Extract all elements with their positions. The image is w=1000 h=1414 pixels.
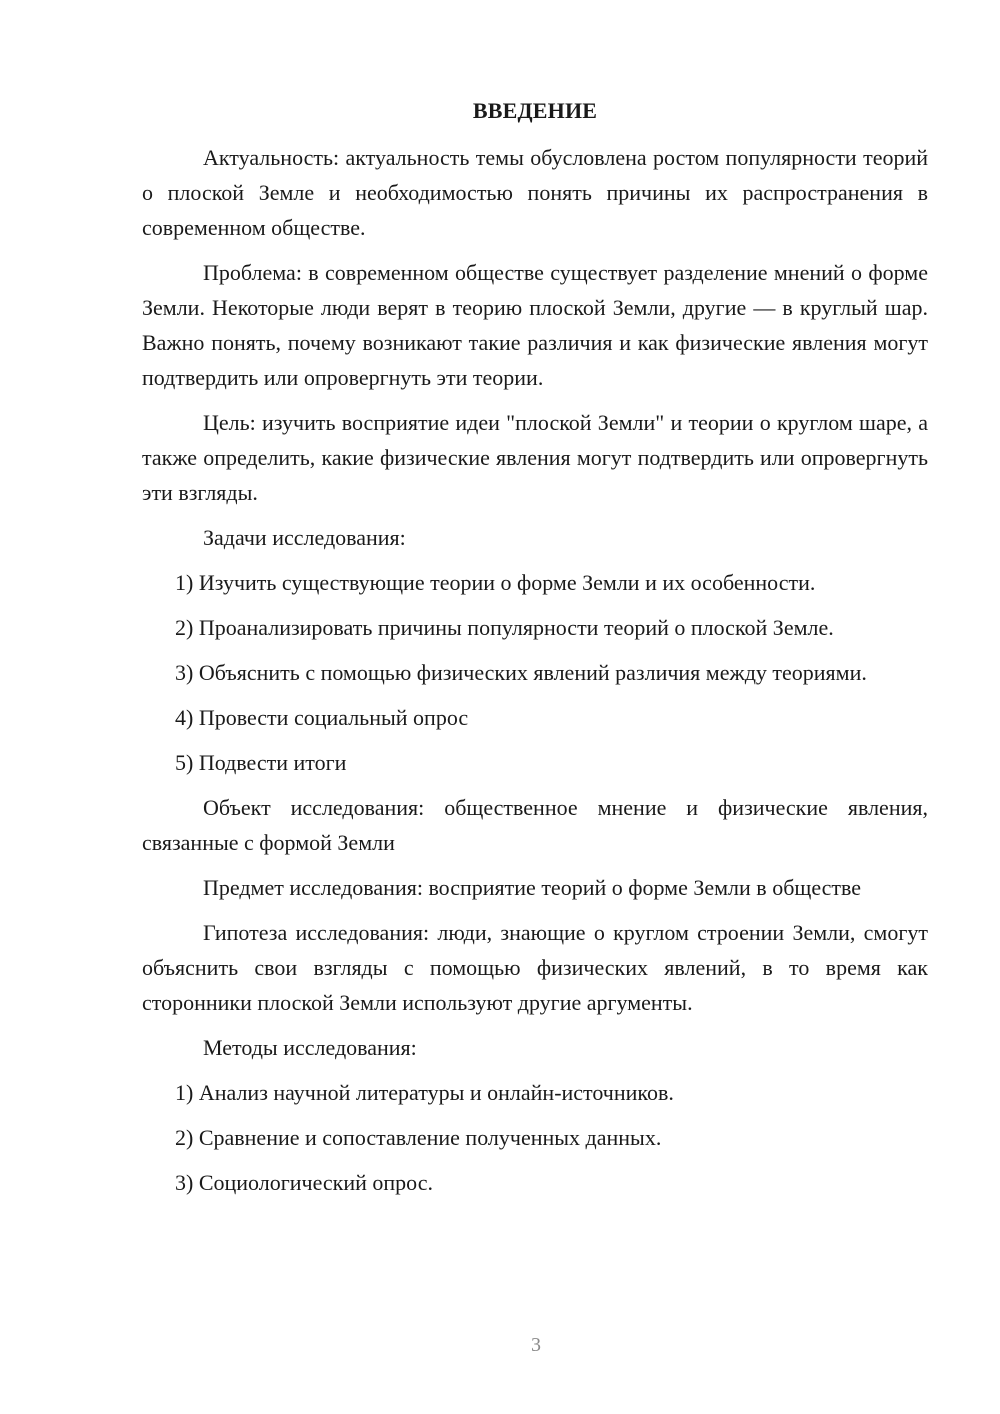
problem-paragraph: Проблема: в современном обществе существует разделение мнений о форме Земли. Некоторые люди верят в теорию плоской Земли, другие — в круглый шар. Важно понять, почему возникают такие различия и как физические явления могут подтвердить или опровергнуть эти теории. bbox=[142, 260, 928, 390]
document-page bbox=[142, 96, 928, 1210]
section-title: ВВЕДЕНИЕ bbox=[472, 98, 598, 123]
task-item-4: 4) Провести социальный опрос bbox=[175, 705, 469, 730]
task-item-1: 1) Изучить существующие теории о форме Земли и их особенности. bbox=[175, 570, 816, 595]
subject-paragraph: Предмет исследования: восприятие теорий о форме Земли в обществе bbox=[203, 875, 862, 900]
task-item-3: 3) Объяснить с помощью физических явлений различия между теориями. bbox=[175, 660, 867, 685]
method-item-1: 1) Анализ научной литературы и онлайн-источников. bbox=[175, 1080, 674, 1105]
method-item-3: 3) Социологический опрос. bbox=[175, 1170, 433, 1195]
hypothesis-paragraph: Гипотеза исследования: люди, знающие о круглом строении Земли, смогут объяснить свои взгляды с помощью физических явлений, в то время как сторонники плоской Земли используют другие аргументы. bbox=[142, 920, 928, 1015]
method-item-2: 2) Сравнение и сопоставление полученных данных. bbox=[175, 1125, 662, 1150]
tasks-heading: Задачи исследования: bbox=[203, 525, 406, 550]
page-number: 3 bbox=[531, 1334, 541, 1356]
task-item-5: 5) Подвести итоги bbox=[175, 750, 347, 775]
goal-paragraph: Цель: изучить восприятие идеи "плоской Земли" и теории о круглом шаре, а также определить, какие физические явления могут подтвердить или опровергнуть эти взгляды. bbox=[142, 410, 928, 505]
relevance-paragraph: Актуальность: актуальность темы обусловлена ростом популярности теорий о плоской Земле и необходимостью понять причины их распространения в современном обществе. bbox=[142, 145, 928, 240]
object-paragraph: Объект исследования: общественное мнение и физические явления, связанные с формой Земли bbox=[142, 795, 928, 855]
task-item-2: 2) Проанализировать причины популярности теорий о плоской Земле. bbox=[175, 615, 834, 640]
methods-heading: Методы исследования: bbox=[203, 1035, 417, 1060]
